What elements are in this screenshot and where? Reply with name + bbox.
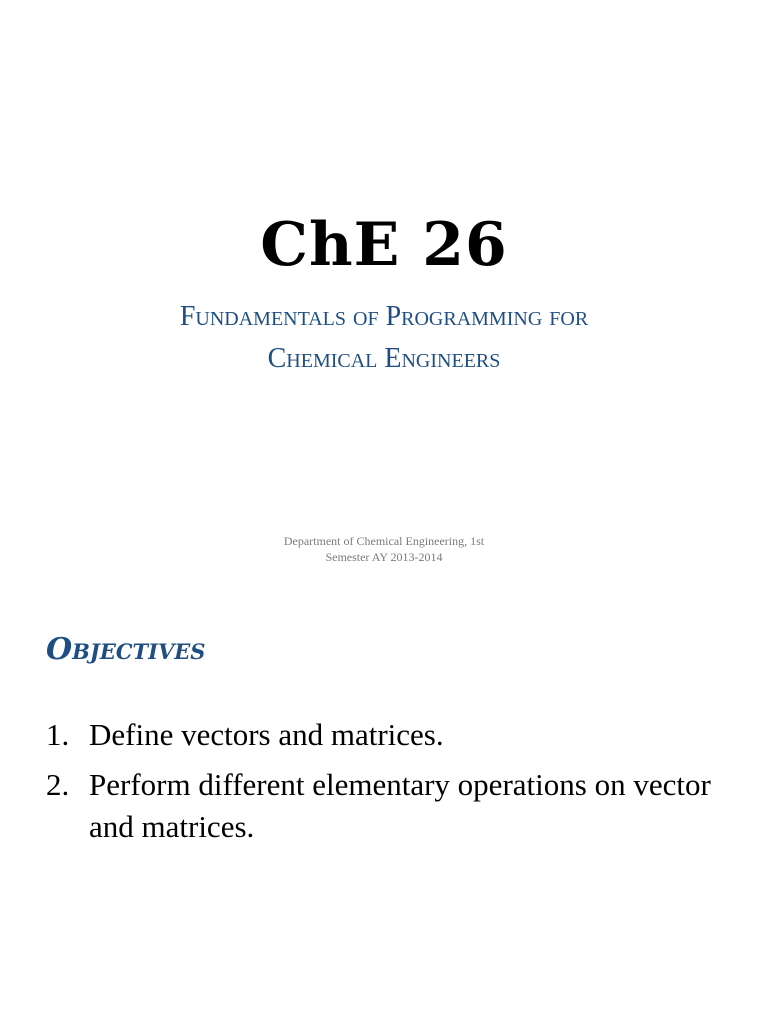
objectives-heading: Objectives: [46, 632, 206, 667]
objectives-list: [46, 714, 726, 856]
objective-item: [46, 714, 726, 756]
objective-number: 1.: [46, 717, 70, 752]
objective-text: Perform different elementary operations on vector and matrices.: [89, 767, 711, 844]
objectives-slide: [0, 590, 768, 1024]
objective-text: Define vectors and matrices.: [89, 717, 444, 752]
objective-number: 2.: [46, 767, 70, 802]
course-title: ChE 26: [260, 210, 508, 280]
course-subtitle: [84, 296, 684, 380]
department-note-line: Department of Chemical Engineering, 1st: [283, 534, 485, 548]
department-note-line: Semester AY 2013-2014: [325, 550, 443, 564]
course-subtitle-line: Fundamentals of Programming for: [179, 301, 589, 332]
department-note: [184, 533, 584, 565]
objective-item: [46, 764, 726, 848]
course-subtitle-line: Chemical Engineers: [267, 343, 501, 374]
